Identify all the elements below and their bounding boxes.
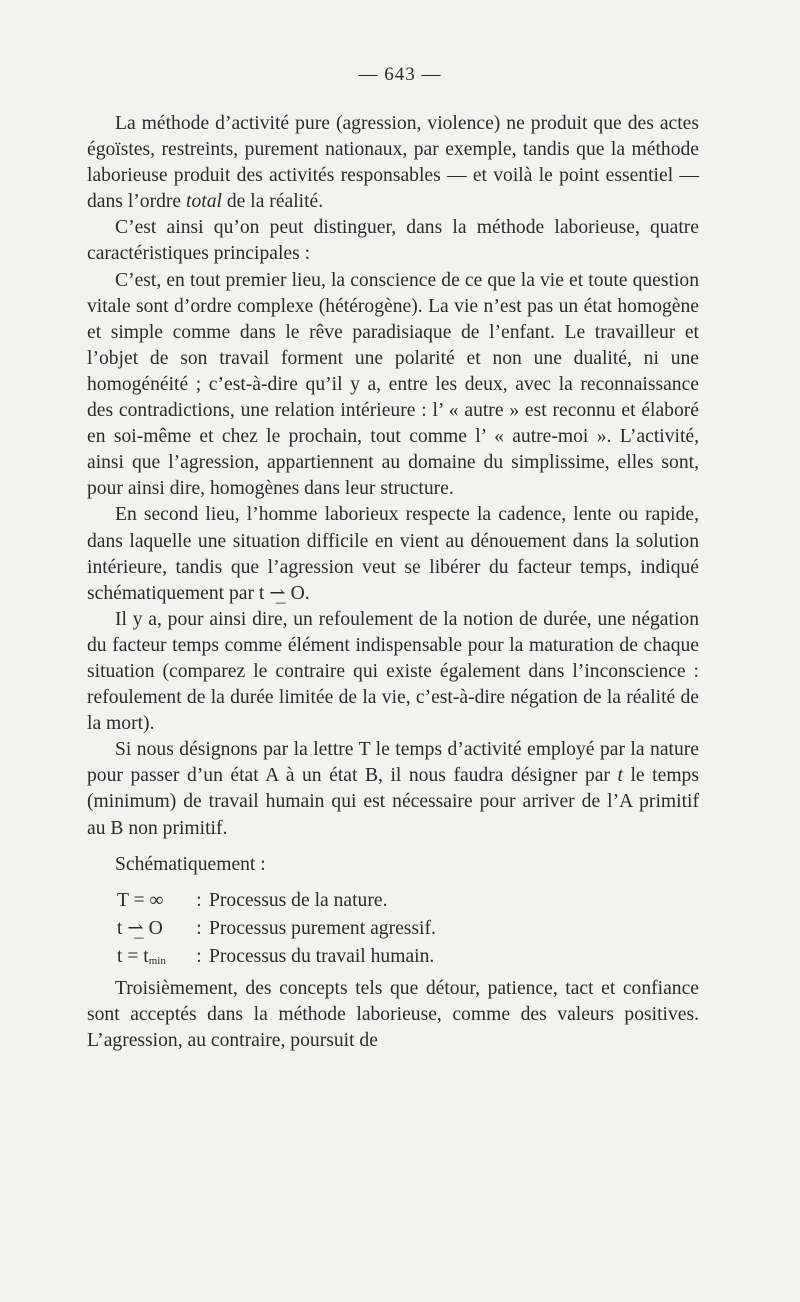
page-number: — 643 — xyxy=(358,64,442,85)
schema-symbol: t = tmin xyxy=(117,945,166,967)
emphasis-total: total xyxy=(186,191,222,213)
paragraph-1: La méthode d’activité pure (agression, violence) ne produit que des actes égoïstes, restreints, purement nationaux, par exemple, tandis que la méthode laborieuse produit des activités responsables — et voilà le point essentiel — dans l’ordre total de la réalité. xyxy=(87,113,699,213)
schema-row-human-work xyxy=(87,944,699,972)
paragraph-schematically: Schématiquement : xyxy=(115,853,266,875)
schema-colon: : xyxy=(196,945,202,967)
schema-description: Processus purement agressif. xyxy=(209,917,436,939)
schema-colon: : xyxy=(196,917,202,939)
paragraph-4: En second lieu, l’homme laborieux respecte la cadence, lente ou rapide, dans laquelle une situation difficile en vient au dénouement dans la solution intérieure, tandis que l’agression veut se libérer du facteur temps, indiqué schématiquement par t ⇀̲ O. xyxy=(87,504,699,604)
paragraph-closing: Troisièmement, des concepts tels que détour, patience, tact et confiance sont acceptés dans la méthode laborieuse, comme des valeurs positives. L’agression, au contraire, poursuit de xyxy=(87,977,699,1051)
paragraph-3: C’est, en tout premier lieu, la conscience de ce que la vie et toute question vitale sont d’ordre complexe (hétérogène). La vie n’est pas un état homogène et simple comme dans le rêve paradisiaque de l’enfant. Le travailleur et l’objet de son travail forment une polarité et non une dualité, ni une homogénéité ; c’est-à-dire qu’il y a, entre les deux, avec la reconnaissance des contradictions, une relation intérieure : l’ « autre » est reconnu et élaboré en soi-même et chez le prochain, tout comme l’ « autre-moi ». L’activité, ainsi que l’agression, appartiennent au domaine du simplissime, elles sont, pour ainsi dire, homogènes dans leur structure. xyxy=(87,269,699,500)
schema-symbol: t ⇀̲ O xyxy=(117,917,163,939)
page-body xyxy=(87,111,699,1054)
schema-description: Processus du travail humain. xyxy=(209,945,435,967)
schema-description: Processus de la nature. xyxy=(209,889,388,911)
schema-row-aggressive xyxy=(87,916,699,944)
schema-row-nature xyxy=(87,888,699,916)
schema-colon: : xyxy=(196,889,202,911)
paragraph-5: Il y a, pour ainsi dire, un refoulement de la notion de durée, une négation du facteur temps comme élément indispensable pour la maturation de chaque situation (comparez le contraire qui existe également dans l’inconscience : refoulement de la durée limitée de la vie, c’est-à-dire négation de la réalité de la mort). xyxy=(87,608,699,735)
paragraph-6: Si nous désignons par la lettre T le temps d’activité employé par la nature pour passer d’un état A à un état B, il nous faudra désigner par t le temps (minimum) de travail humain qui est nécessaire pour arriver de l’A primitif au B non primitif. xyxy=(87,739,699,839)
emphasis-t: t xyxy=(617,765,623,787)
schema-list xyxy=(87,888,699,972)
subscript-min: min xyxy=(148,954,166,967)
schema-symbol: T = ∞ xyxy=(117,889,164,911)
paragraph-2: C’est ainsi qu’on peut distinguer, dans la méthode laborieuse, quatre caractéristiques principales : xyxy=(87,217,699,265)
